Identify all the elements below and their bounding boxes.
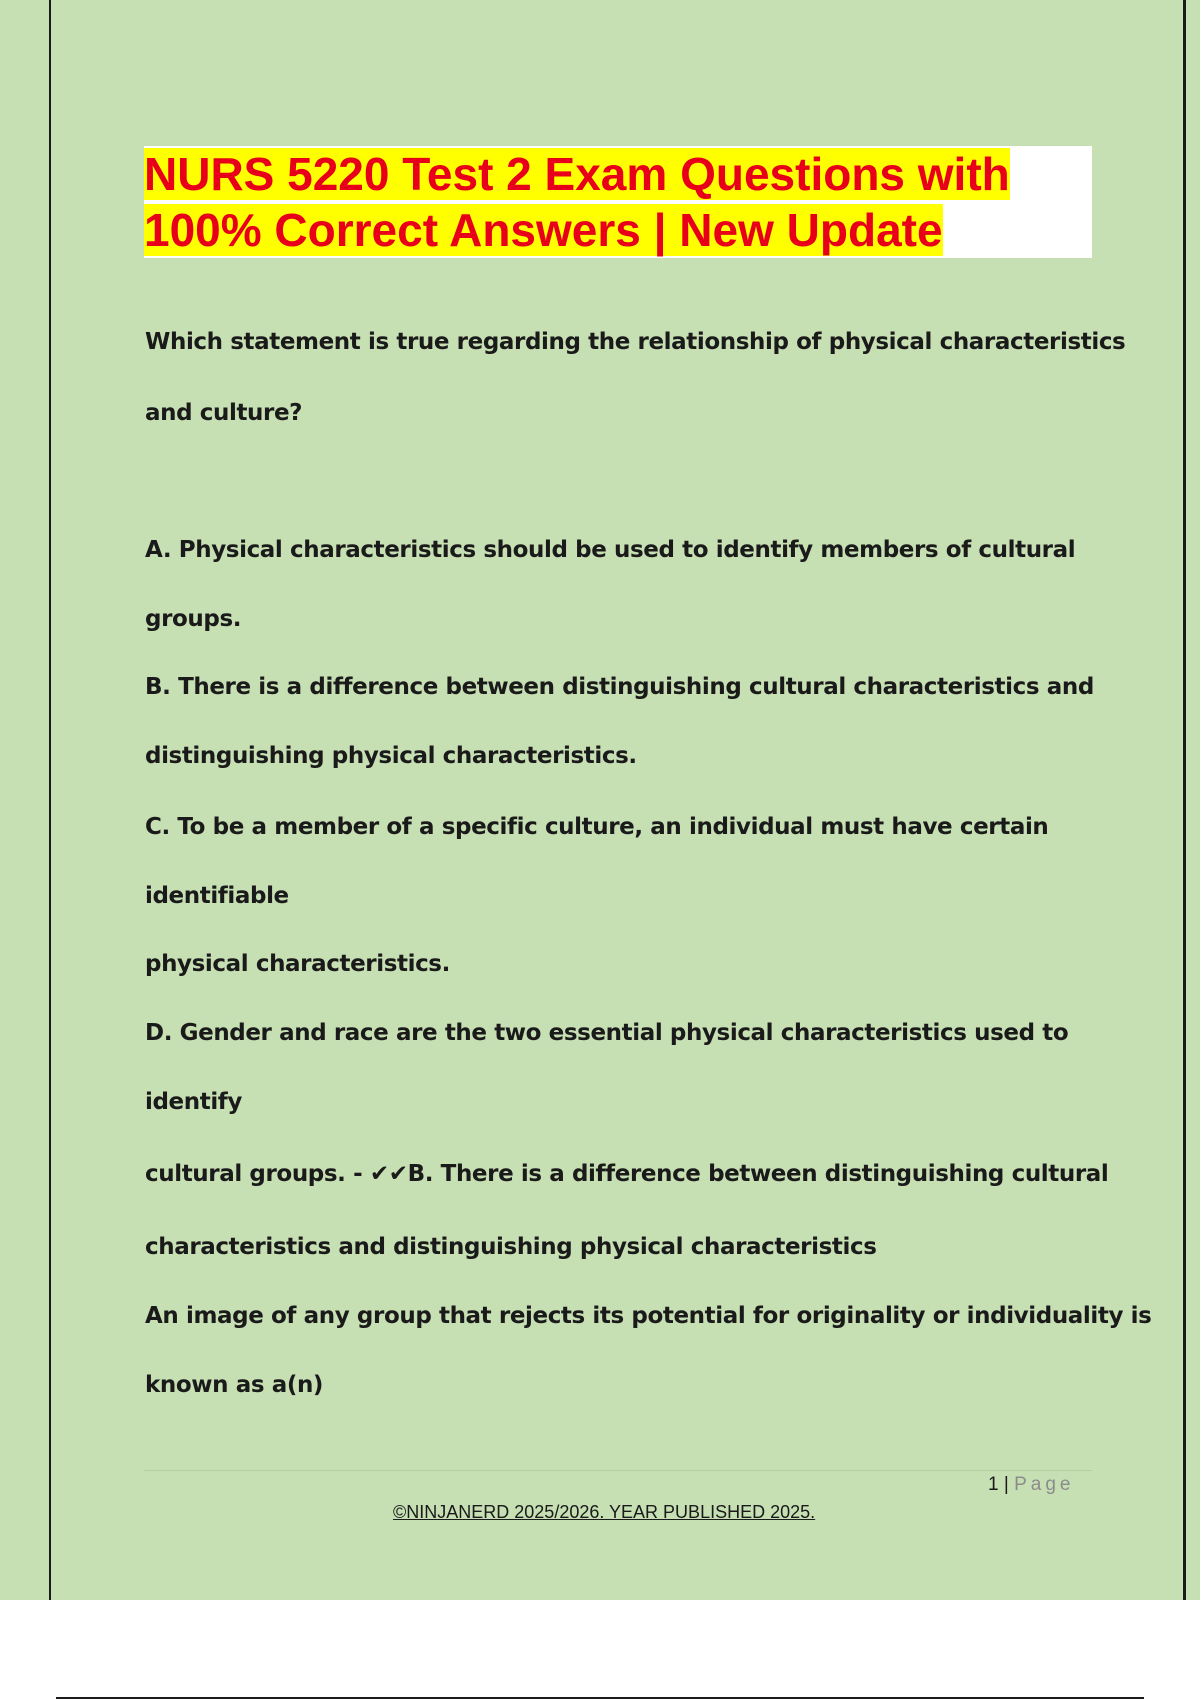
option-d-line: D. Gender and race are the two essential physical characteristics used to xyxy=(145,1020,1069,1046)
answer-line: cultural groups. - ✔✔B. There is a difference between distinguishing cultural xyxy=(145,1161,1109,1187)
option-c-line: identifiable xyxy=(145,883,289,909)
option-c-line: C. To be a member of a specific culture, an individual must have certain xyxy=(145,814,1049,840)
page-border-left xyxy=(49,0,51,1600)
option-a-line: A. Physical characteristics should be used to identify members of cultural xyxy=(145,537,1076,563)
page-border-right xyxy=(1183,0,1186,1600)
option-a-line: groups. xyxy=(145,606,242,632)
page-number-value: 1 xyxy=(988,1474,999,1495)
copyright-notice: ©NINJANERD 2025/2026. YEAR PUBLISHED 2025. xyxy=(393,1502,816,1522)
bottom-divider xyxy=(56,1697,1144,1699)
document-title xyxy=(144,146,1064,258)
option-c-line: physical characteristics. xyxy=(145,951,450,977)
next-question-line: known as a(n) xyxy=(145,1372,324,1398)
question-text-line: and culture? xyxy=(145,400,303,426)
option-b-line: B. There is a difference between distinguishing cultural characteristics and xyxy=(145,674,1094,700)
next-question-line: An image of any group that rejects its potential for originality or individuality is xyxy=(145,1303,1152,1329)
title-line-2: 100% Correct Answers | New Update xyxy=(144,204,943,256)
page-number xyxy=(988,1474,1074,1496)
title-line-1: NURS 5220 Test 2 Exam Questions with xyxy=(144,148,1010,200)
answer-line: characteristics and distinguishing physical characteristics xyxy=(145,1234,877,1260)
page-number-separator: | xyxy=(1003,1474,1009,1495)
option-b-line: distinguishing physical characteristics. xyxy=(145,743,637,769)
page-label: Page xyxy=(1014,1474,1075,1495)
option-d-line: identify xyxy=(145,1089,242,1115)
question-text-line: Which statement is true regarding the relationship of physical characteristics xyxy=(145,329,1126,355)
footer-divider xyxy=(144,1470,1092,1471)
